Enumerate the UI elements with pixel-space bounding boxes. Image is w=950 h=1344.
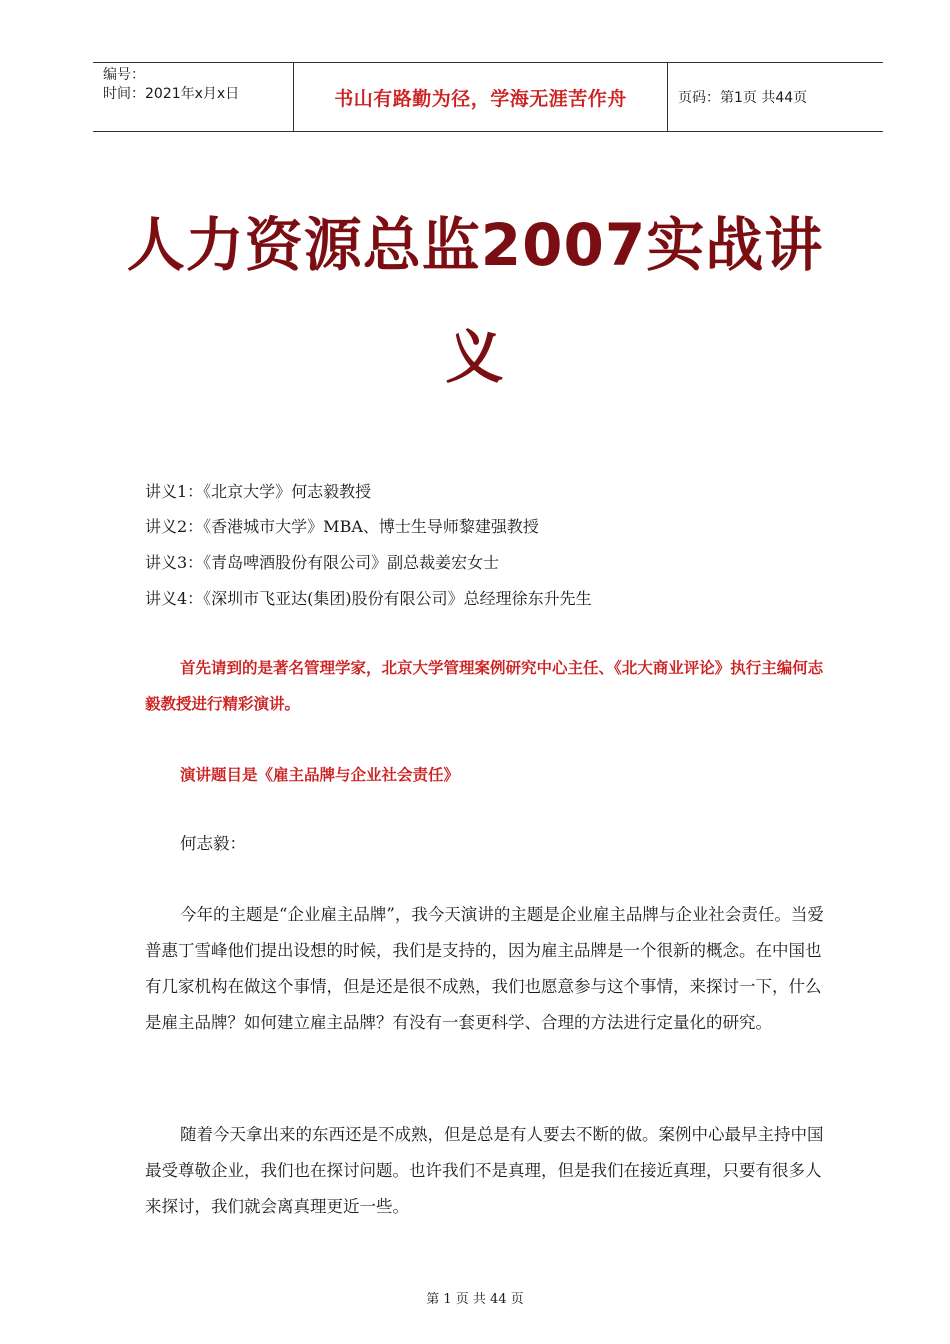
time-label: 时间：2021年x月x日 bbox=[103, 86, 240, 102]
number-label: 编号： bbox=[103, 67, 145, 83]
body-paragraph-2: 随着今天拿出来的东西还是不成熟，但是总是有人要去不断的做。案例中心最早主持中国最受尊敬企业，我们也在探讨问题。也许我们不是真理，但是我们在接近真理，只要有很多人来探讨，我们就会离真理更近一些。 bbox=[145, 1125, 824, 1216]
page-footer: 第 1 页 共 44 页 bbox=[426, 1292, 524, 1307]
speech-title: 演讲题目是《雇主品牌与企业社会责任》 bbox=[180, 766, 460, 784]
body-paragraph-1: 今年的主题是“企业雇主品牌”，我今天演讲的主题是企业雇主品牌与企业社会责任。当爱普惠丁雪峰他们提出设想的时候，我们是支持的，因为雇主品牌是一个很新的概念。在中国也有几家机构在做这个事情，但是还是很不成熟，我们也愿意参与这个事情，来探讨一下，什么是雇主品牌？如何建立雇主品牌？有没有一套更科学、合理的方法进行定量化的研究。 bbox=[145, 905, 824, 1032]
document-title-line-1: 人力资源总监2007实战讲 bbox=[126, 211, 824, 279]
lecture-item: 讲义1：《北京大学》何志毅教授 bbox=[145, 482, 372, 501]
motto: 书山有路勤为径，学海无涯苦作舟 bbox=[294, 63, 668, 131]
header-meta-cell bbox=[93, 63, 294, 131]
intro-paragraph: 首先请到的是著名管理学家，北京大学管理案例研究中心主任、《北大商业评论》执行主编何志毅教授进行精彩演讲。 bbox=[145, 659, 824, 713]
lecture-item: 讲义4：《深圳市飞亚达(集团)股份有限公司》总经理徐东升先生 bbox=[145, 589, 592, 608]
lecture-item: 讲义2：《香港城市大学》MBA、博士生导师黎建强教授 bbox=[145, 517, 539, 536]
page-info: 页码：第1页 共44页 bbox=[678, 90, 808, 106]
lecture-item: 讲义3：《青岛啤酒股份有限公司》副总裁姜宏女士 bbox=[145, 553, 500, 572]
speaker-label: 何志毅： bbox=[180, 834, 246, 853]
header-table bbox=[93, 62, 883, 132]
document-title-line-2: 义 bbox=[445, 323, 505, 391]
